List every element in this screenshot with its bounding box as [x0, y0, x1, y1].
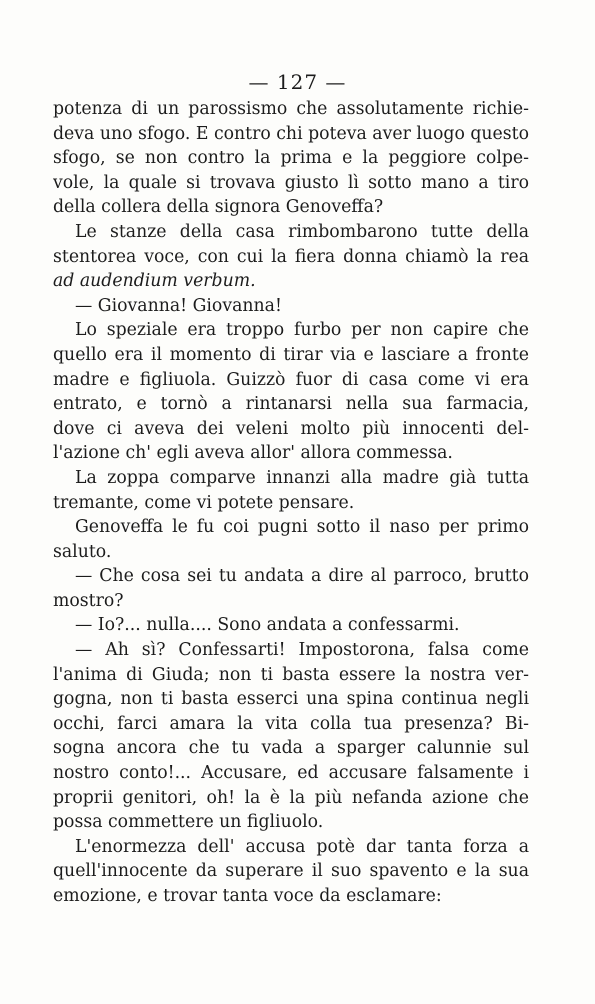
text-line: gogna, non ti basta esserci una spina continua negli	[53, 689, 529, 710]
text-line: stentorea voce, con cui la fiera donna chiamò la rea	[53, 246, 529, 267]
text-line: occhi, farci amara la vita colla tua presenza? Bi-	[53, 713, 529, 734]
text-line: deva uno sfogo. E contro chi poteva aver luogo questo	[53, 123, 529, 144]
body-text	[53, 97, 529, 909]
text-line: l'azione ch' egli aveva allor' allora commessa.	[53, 443, 453, 464]
text-line: emozione, e trovar tanta voce da esclamare:	[53, 886, 442, 906]
text-line: — Giovanna! Giovanna!	[75, 295, 282, 316]
text-line: vole, la quale si trovava giusto lì sotto mano a tiro	[53, 172, 529, 193]
text-line: saluto.	[53, 541, 112, 562]
text-line: proprii genitori, oh! la è la più nefanda azione che	[53, 787, 529, 808]
text-line: — Ah sì? Confessarti! Impostorona, falsa come	[75, 640, 529, 661]
text-line: mostro?	[53, 590, 124, 611]
text-line: della collera della signora Genoveffa?	[53, 197, 384, 218]
page-number: — 127 —	[248, 70, 347, 94]
text-line: l'anima di Giuda; non ti basta essere la nostra ver-	[53, 664, 529, 685]
text-line: potenza di un parossismo che assolutamente richie-	[53, 99, 529, 119]
text-line: Lo speziale era troppo furbo per non capire che	[75, 320, 529, 341]
text-line: Le stanze della casa rimbombarono tutte della	[75, 221, 529, 242]
text-line: — Io?... nulla.... Sono andata a confessarmi.	[75, 615, 460, 636]
text-line: quello era il momento di tirar via e lasciare a fronte	[53, 344, 529, 365]
text-line: dove ci aveva dei veleni molto più innocenti del-	[53, 418, 529, 439]
text-line: Genoveffa le fu coi pugni sotto il naso per primo	[75, 517, 529, 538]
text-line: — Che cosa sei tu andata a dire al parroco, brutto	[75, 566, 529, 587]
text-line: La zoppa comparve innanzi alla madre già tutta	[75, 467, 529, 488]
text-line: possa commettere un figliuolo.	[53, 812, 324, 833]
text-line: tremante, come vi potete pensare.	[53, 492, 355, 513]
text-line: sogna ancora che tu vada a sparger calunnie sul	[53, 738, 529, 759]
text-line: sfogo, se non contro la prima e la peggiore colpe-	[53, 148, 529, 169]
text-line: quell'innocente da superare il suo spavento e la sua	[53, 861, 529, 882]
text-line: entrato, e tornò a rintanarsi nella sua farmacia,	[53, 394, 529, 415]
text-line: L'enormezza dell' accusa potè dar tanta forza a	[75, 836, 529, 857]
text-line: nostro conto!... Accusare, ed accusare falsamente i	[53, 763, 529, 784]
text-line: ad audendium verbum.	[53, 271, 256, 292]
text-line: madre e figliuola. Guizzò fuor di casa come vi era	[53, 369, 529, 390]
